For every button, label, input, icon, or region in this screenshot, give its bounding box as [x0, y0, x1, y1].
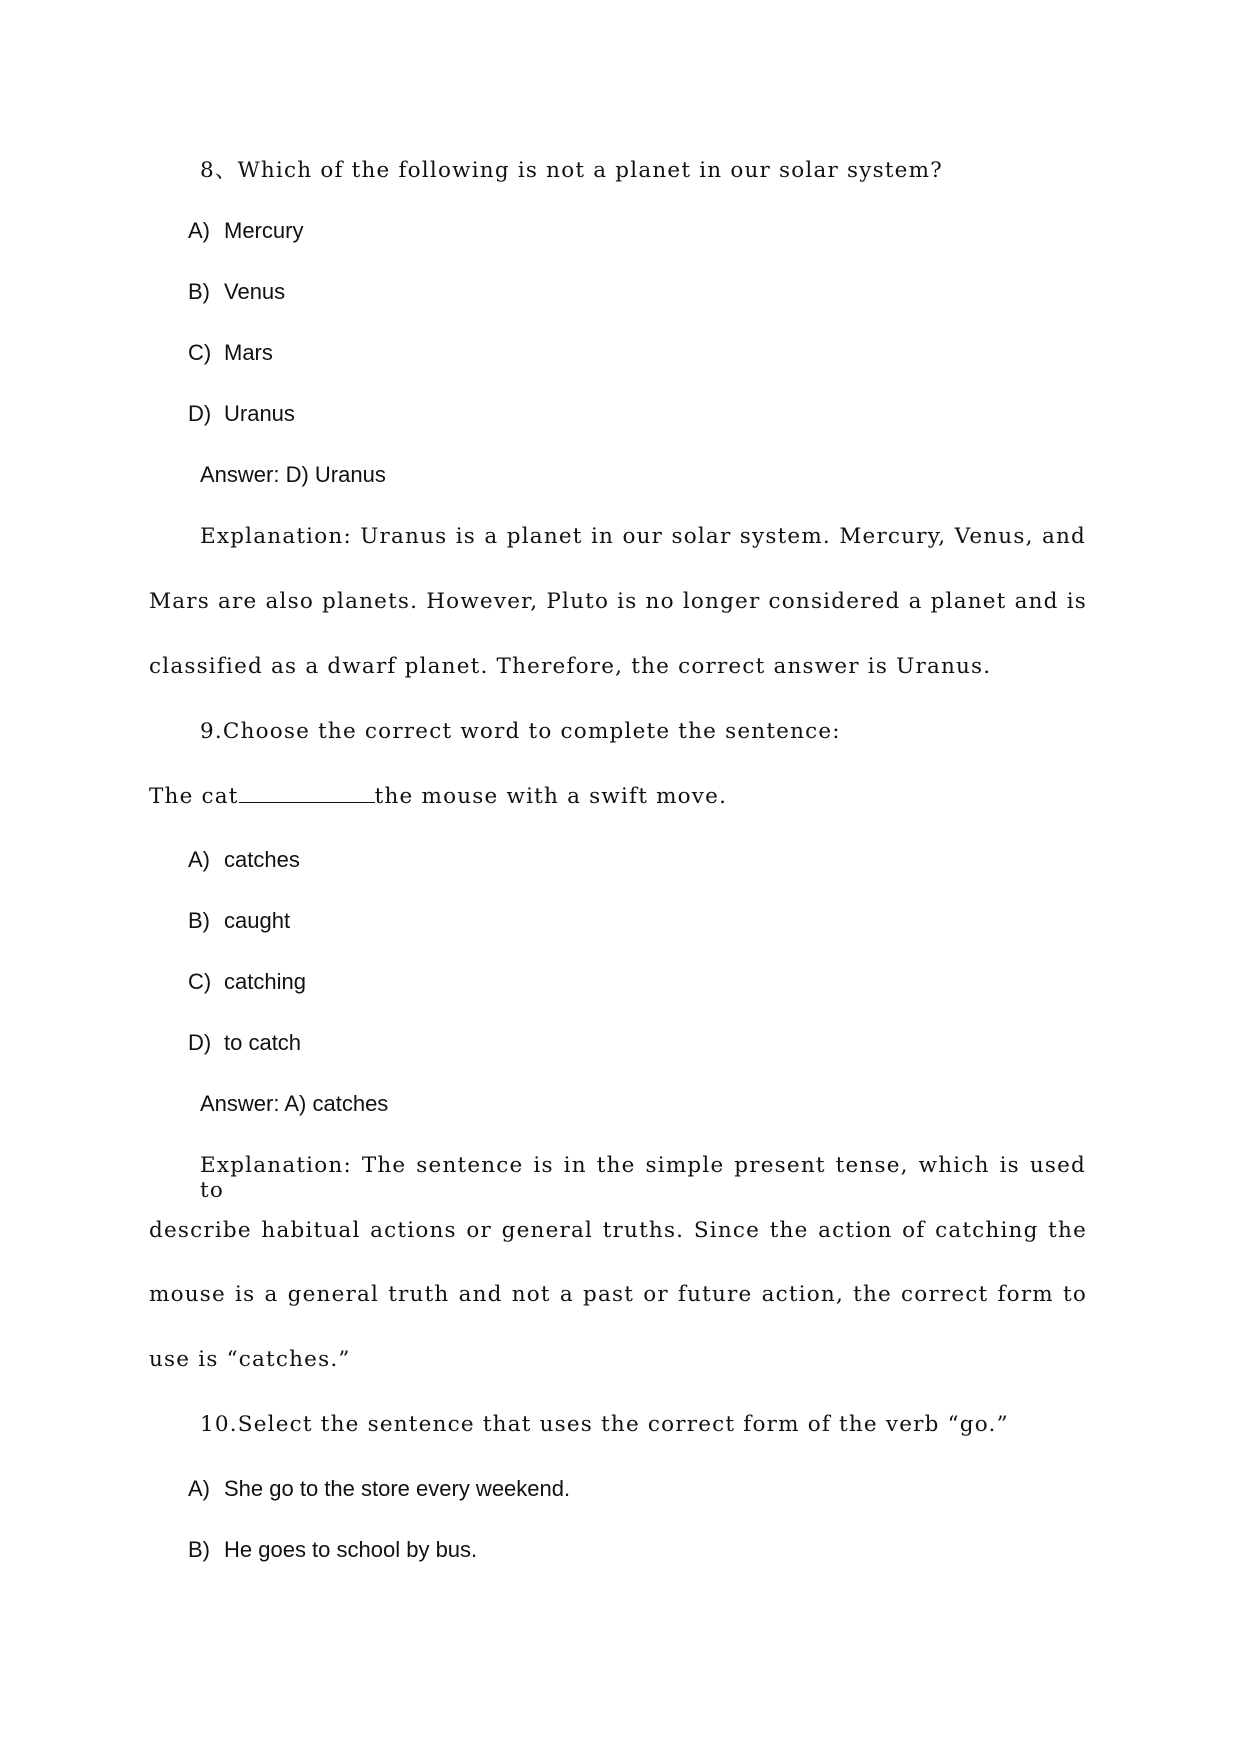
fill-in-blank	[239, 784, 375, 803]
question-9-sentence	[149, 784, 727, 809]
question-10-stem: 10.Select the sentence that uses the correct form of the verb “go.”	[200, 1412, 1009, 1437]
option-text: caught	[224, 908, 291, 933]
question-8-explanation-line-2: Mars are also planets. However, Pluto is no longer considered a planet and is	[149, 589, 1087, 614]
question-9-stem: 9.Choose the correct word to complete the sentence:	[200, 719, 841, 744]
question-10-option-a	[188, 1476, 570, 1502]
question-8-explanation-line-3: classified as a dwarf planet. Therefore, the correct answer is Uranus.	[149, 654, 992, 679]
option-text: Mars	[224, 340, 273, 365]
sentence-start: The cat	[149, 784, 239, 809]
question-9-option-c	[188, 969, 306, 995]
question-9-option-b	[188, 908, 290, 934]
option-letter: B)	[188, 1537, 210, 1562]
option-text: She go to the store every weekend.	[224, 1476, 571, 1501]
question-8-option-a	[188, 218, 303, 244]
question-9-explanation-line-1: Explanation: The sentence is in the simple present tense, which is used to	[200, 1153, 1086, 1203]
option-letter: B)	[188, 908, 210, 933]
question-8-option-d	[188, 401, 295, 427]
option-text: catches	[224, 847, 300, 872]
question-8-option-c	[188, 340, 273, 366]
option-letter: A)	[188, 218, 210, 243]
option-text: He goes to school by bus.	[224, 1537, 478, 1562]
question-9-answer: Answer: A) catches	[200, 1091, 389, 1116]
question-9-option-d	[188, 1030, 301, 1056]
option-text: to catch	[224, 1030, 302, 1055]
option-letter: B)	[188, 279, 210, 304]
option-letter: D)	[188, 401, 212, 426]
question-8-stem: 8、Which of the following is not a planet in our solar system?	[200, 158, 943, 183]
option-letter: C)	[188, 340, 212, 365]
question-9-explanation-line-4: use is “catches.”	[149, 1347, 351, 1372]
option-text: Mercury	[224, 218, 304, 243]
option-letter: C)	[188, 969, 212, 994]
question-9-explanation-line-3: mouse is a general truth and not a past or future action, the correct form to	[149, 1282, 1087, 1307]
sentence-end: the mouse with a swift move.	[374, 784, 728, 809]
question-8-explanation-line-1: Explanation: Uranus is a planet in our solar system. Mercury, Venus, and	[200, 524, 1086, 549]
option-letter: D)	[188, 1030, 212, 1055]
question-9-explanation-line-2: describe habitual actions or general truths. Since the action of catching the	[149, 1218, 1087, 1243]
question-10-option-b	[188, 1537, 477, 1563]
option-text: Uranus	[224, 401, 295, 426]
option-letter: A)	[188, 1476, 210, 1501]
question-8-answer: Answer: D) Uranus	[200, 462, 386, 487]
option-text: Venus	[224, 279, 286, 304]
option-text: catching	[224, 969, 306, 994]
option-letter: A)	[188, 847, 210, 872]
question-9-option-a	[188, 847, 300, 873]
question-8-option-b	[188, 279, 285, 305]
